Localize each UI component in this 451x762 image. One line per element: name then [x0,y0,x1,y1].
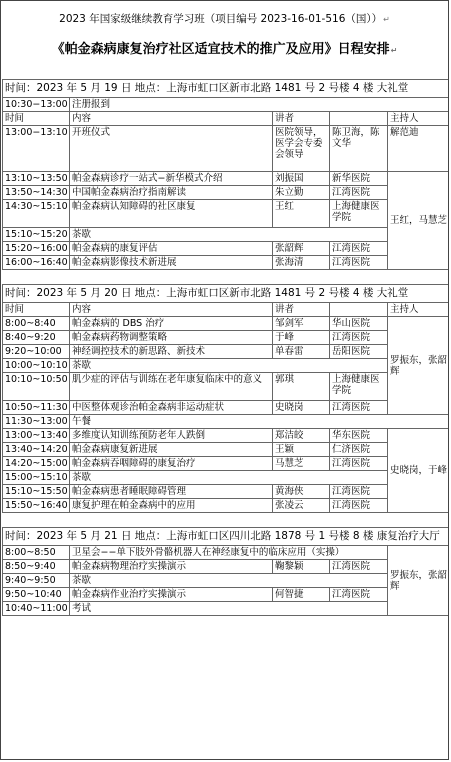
row-time: 16:00~16:40 [3,256,70,270]
schedule-table-day1 [2,79,449,270]
document-header: 2023 年国家级继续教育学习班（项目编号 2023-16-01-516（国））↵ [59,13,390,25]
row-speaker: 张海清 [273,256,330,270]
row-content: 考试 [70,602,388,616]
row-content: 帕金森病物理治疗实操演示 [70,560,273,574]
row-speaker: 史晓岗 [273,401,330,415]
row-content: 帕金森病的 DBS 治疗 [70,317,273,331]
row-content: 帕金森病药物调整策略 [70,331,273,345]
row-time: 13:50~14:30 [3,186,70,200]
session-info-day3: 时间：2023 年 5 月 21 日 地点：上海市虹口区四川北路 1878 号 1 号楼 8 楼 康复治疗大厅 [3,528,450,546]
row-time: 8:50~9:40 [3,560,70,574]
schedule-table-day2 [2,284,449,513]
row-org: 江湾医院 [330,588,388,602]
registration-content: 注册报到 [70,98,450,112]
row-content: 卫星会−−单下肢外骨骼机器人在神经康复中的临床应用（实操） [70,546,388,560]
row-org: 江湾医院 [330,256,388,270]
row-org: 华东医院 [330,429,388,443]
spacer [1,513,448,527]
row-speaker: 邹剑军 [273,317,330,331]
session-info-day2: 时间：2023 年 5 月 20 日 地点：上海市虹口区新市北路 1481 号 2 号楼 4 楼 大礼堂 [3,285,450,303]
row-content: 午餐 [70,415,450,429]
row-time: 15:20~16:00 [3,242,70,256]
header-time: 时间 [3,303,70,317]
row-speaker: 刘振国 [273,172,330,186]
row-speaker: 单春雷 [273,345,330,359]
row-speaker: 张凌云 [273,499,330,513]
row-content: 帕金森病的康复评估 [70,242,273,256]
header-time: 时间 [3,112,70,126]
row-speaker: 朱立勤 [273,186,330,200]
row-host: 王红，马慧芝 [388,172,450,270]
header-org [330,112,388,126]
row-time: 13:40~14:20 [3,443,70,457]
row-org: 江湾医院 [330,331,388,345]
row-org: 江湾医院 [330,242,388,256]
header-org [330,303,388,317]
spacer [1,270,448,284]
row-time: 10:50~11:30 [3,401,70,415]
row-speaker: 郭琪 [273,373,330,401]
row-speaker: 马慧芝 [273,457,330,471]
row-content: 茶歇 [70,359,388,373]
session-info-day1: 时间：2023 年 5 月 19 日 地点：上海市虹口区新市北路 1481 号 2 号楼 4 楼 大礼堂 [3,80,450,98]
row-content: 多维度认知训练预防老年人跌倒 [70,429,273,443]
row-content: 帕金森病诊疗一站式−新华模式介绍 [70,172,273,186]
row-org: 陈卫海，陈文华 [330,126,388,172]
document-title: 《帕金森病康复治疗社区适宜技术的推广及应用》日程安排↵ [51,42,398,57]
row-speaker: 张韶辉 [273,242,330,256]
row-content: 中国帕金森病治疗指南解读 [70,186,273,200]
row-org: 江湾医院 [330,485,388,499]
row-time: 9:50~10:40 [3,588,70,602]
row-content: 茶歇 [70,574,388,588]
row-time: 9:20~10:00 [3,345,70,359]
row-org: 仁济医院 [330,443,388,457]
row-time: 10:10~10:50 [3,373,70,401]
row-speaker: 郑洁皎 [273,429,330,443]
row-host: 罗振东，张韶辉 [388,546,450,616]
header-host: 主持人 [388,112,450,126]
row-content: 帕金森病吞咽障碍的康复治疗 [70,457,273,471]
row-host: 史晓岗，于峰 [388,429,450,513]
row-content: 中医整体观诊治帕金森病非运动症状 [70,401,273,415]
row-host: 罗振东，张韶辉 [388,317,450,415]
row-time: 13:00−13:10 [3,126,70,172]
header-content: 内容 [70,112,273,126]
row-content: 帕金森病作业治疗实操演示 [70,588,273,602]
header-host: 主持人 [388,303,450,317]
row-content: 神经调控技术的新思路、新技术 [70,345,273,359]
row-time: 8:00~8:50 [3,546,70,560]
row-org: 江湾医院 [330,186,388,200]
row-org: 江湾医院 [330,457,388,471]
row-time: 15:10~15:20 [3,228,70,242]
row-time: 8:40~9:20 [3,331,70,345]
row-speaker: 何智捷 [273,588,330,602]
schedule-table-day3 [2,527,449,616]
row-host: 解范迪 [388,126,450,172]
row-time: 14:30~15:10 [3,200,70,228]
row-time: 15:10~15:50 [3,485,70,499]
row-org: 新华医院 [330,172,388,186]
row-speaker: 王颖 [273,443,330,457]
row-time: 11:30~13:00 [3,415,70,429]
row-content: 茶歇 [70,228,388,242]
row-speaker: 医院领导，医学会专委会领导 [273,126,330,172]
row-content: 开班仪式 [70,126,273,172]
header-content: 内容 [70,303,273,317]
row-time: 15:00~15:10 [3,471,70,485]
row-org: 江湾医院 [330,499,388,513]
row-content: 帕金森病康复新进展 [70,443,273,457]
row-speaker: 于峰 [273,331,330,345]
row-time: 14:20~15:00 [3,457,70,471]
row-speaker: 鞠黎颖 [273,560,330,574]
row-time: 10:40~11:00 [3,602,70,616]
header-speaker: 讲者 [273,112,330,126]
row-content: 肌少症的评估与训练在老年康复临床中的意义 [70,373,273,401]
registration-time: 10:30−13:00 [3,98,70,112]
row-time: 10:00~10:10 [3,359,70,373]
row-org: 上海健康医学院 [330,373,388,401]
row-content: 帕金森病患者睡眠障碍管理 [70,485,273,499]
row-time: 13:10~13:50 [3,172,70,186]
row-time: 8:00~8:40 [3,317,70,331]
row-org: 上海健康医学院 [330,200,388,228]
row-org: 华山医院 [330,317,388,331]
row-time: 9:40~9:50 [3,574,70,588]
row-content: 茶歇 [70,471,388,485]
row-content: 帕金森病认知障碍的社区康复 [70,200,273,228]
row-content: 帕金森病影像技术新进展 [70,256,273,270]
row-org: 江湾医院 [330,401,388,415]
row-speaker: 黄海侠 [273,485,330,499]
row-org: 岳阳医院 [330,345,388,359]
row-speaker: 王红 [273,200,330,228]
row-time: 15:50~16:40 [3,499,70,513]
row-content: 康复护理在帕金森病中的应用 [70,499,273,513]
header-speaker: 讲者 [273,303,330,317]
row-time: 13:00~13:40 [3,429,70,443]
row-org: 江湾医院 [330,560,388,574]
spacer [1,63,448,79]
